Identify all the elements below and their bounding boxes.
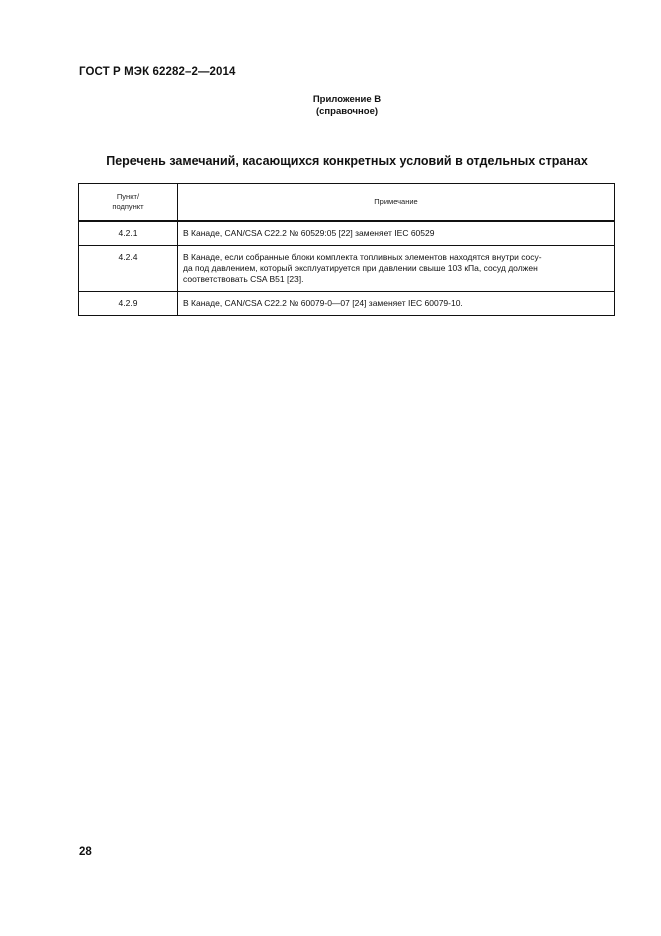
note-cell bbox=[178, 246, 615, 292]
column-header-note: Примечание bbox=[178, 184, 615, 222]
table-row bbox=[79, 292, 615, 316]
clause-cell: 4.2.1 bbox=[79, 221, 178, 246]
annex-label: Приложение В bbox=[312, 94, 382, 105]
annex-status: (справочное) bbox=[315, 106, 379, 117]
table-row bbox=[79, 221, 615, 246]
column-header-clause-line1: Пункт/ bbox=[116, 192, 140, 201]
table-header-row bbox=[79, 184, 615, 222]
note-line: соответствовать CSA B51 [23]. bbox=[183, 274, 304, 284]
note-cell: В Канаде, CAN/CSA C22.2 № 60079-0—07 [24] заменяет IEC 60079-10. bbox=[178, 292, 615, 316]
note-line: да под давлением, который эксплуатируется при давлении свыше 103 кПа, сосуд должен bbox=[183, 263, 538, 273]
note-line: В Канаде, если собранные блоки комплекта топливных элементов находятся внутри сосу- bbox=[183, 252, 542, 262]
page-number: 28 bbox=[79, 846, 92, 858]
clause-cell: 4.2.4 bbox=[79, 246, 178, 292]
table-row bbox=[79, 246, 615, 292]
clause-cell: 4.2.9 bbox=[79, 292, 178, 316]
column-header-clause bbox=[79, 184, 178, 222]
country-notes-table bbox=[78, 183, 615, 316]
annex-heading bbox=[0, 94, 661, 118]
column-header-clause-line2: подпункт bbox=[112, 202, 144, 211]
document-header: ГОСТ Р МЭК 62282–2—2014 bbox=[79, 66, 236, 78]
annex-title: Перечень замечаний, касающихся конкретных условий в отдельных странах bbox=[106, 154, 588, 168]
note-cell: В Канаде, CAN/CSA C22.2 № 60529:05 [22] заменяет IEC 60529 bbox=[178, 221, 615, 246]
